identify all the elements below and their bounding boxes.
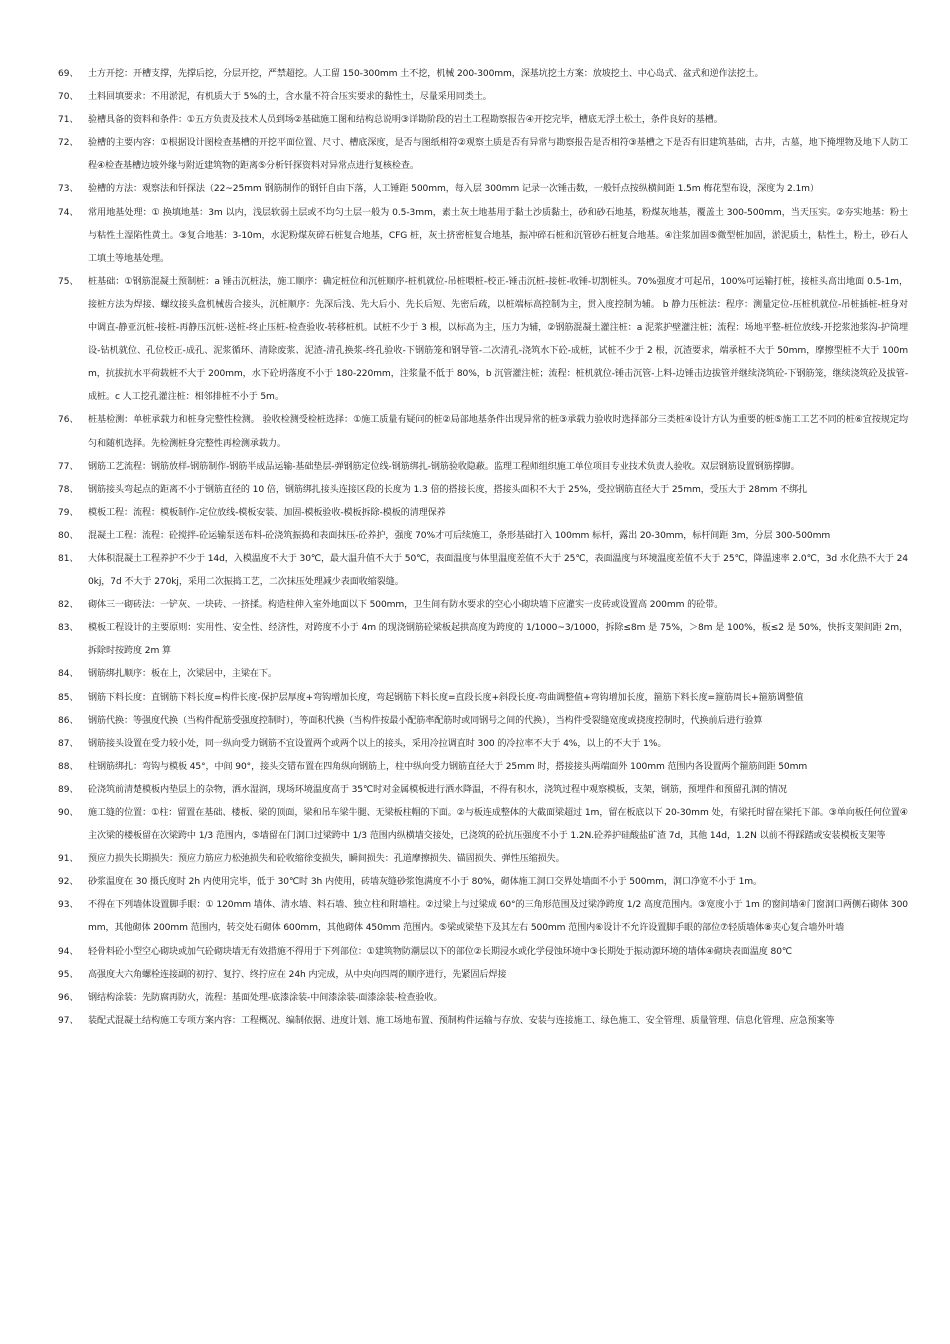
item-text: 大体积混凝土工程养护不少于 14d，入模温度不大于 30℃，最大温升值不大于 50℃，表面温度与体里温度差值不大于 25℃，表面温度与环境温度差值不大于 25℃，降温速率 2.0℃，3d 水化热不大于 240kj，7d 不大于 270kj，采用二次振捣工艺，二次抹压处理减少表面收缩裂缝。	[88, 553, 908, 588]
item-number: 89、	[58, 784, 79, 795]
item-number: 78、	[58, 484, 79, 495]
list-item	[58, 871, 908, 894]
list-item	[58, 548, 908, 594]
item-number: 72、	[58, 138, 79, 149]
list-item	[58, 409, 908, 455]
item-text: 钢筋绑扎顺序：板在上，次梁居中，主梁在下。	[88, 669, 277, 680]
item-text: 砌体三一砌砖法：一铲灰、一块砖、一挤揉。构造柱伸入室外地面以下 500mm，卫生间有防水要求的空心小砌块墙下应灌实一皮砖或设置高 200mm 的砼带。	[88, 600, 724, 611]
item-text: 土方开挖：开槽支撑，先撑后挖，分层开挖，严禁超挖。人工留 150-300mm 土不挖，机械 200-300mm，深基坑挖土方案：放坡挖土、中心岛式、盆式和逆作法挖土。	[88, 69, 764, 79]
list-item	[58, 63, 908, 86]
item-number: 94、	[58, 946, 79, 957]
list-item	[58, 687, 908, 710]
item-text: 施工缝的位置：①柱：留置在基础、楼板、梁的顶面，梁和吊车梁牛腿、无梁板柱帽的下面。②与板连成整体的大截面梁超过 1m，留在板底以下 20-30mm 处，有梁托时留在梁托下部。③单向板任何位置④主次梁的楼板留在次梁跨中 1/3 范围内，⑤墙留在门洞口过梁跨中 1/3 范围内纵横墙交接处，已浇筑的砼抗压强度不小于 1.2N.砼养护硅酸盐矿渣 7d，其他 14d，1.2N 以前不得踩踏或安装模板支架等	[88, 808, 908, 842]
list-item	[58, 1010, 908, 1033]
list-item	[58, 779, 908, 802]
item-text: 桩基础：①钢筋混凝土预制桩：a 锤击沉桩法，施工顺序：确定桩位和沉桩顺序-桩机就位-吊桩喂桩-校正-锤击沉桩-接桩-收锤-切割桩头。70%强度才可起吊，100%可运输打桩，接桩头高出地面 0.5-1m，接桩方法为焊接、螺纹接头盒机械齿合接头，沉桩顺序：先深后浅、先大后小、先长后短、先密后疏，以桩端标高控制为主，贯入度控制为辅。 b 静力压桩法：程序：测量定位-压桩机就位-吊桩插桩-桩身对中调直-静亚沉桩-接桩-再静压沉桩-送桩-终止压桩-检查验收-转移桩机。试桩不少于 3 根，以标高为主，压力为辅，②钢筋混凝土灌注桩：a 泥浆护壁灌注桩；流程：场地平整-桩位放线-开挖浆池浆沟-护筒埋设-钻机就位、孔位校正-成孔、泥浆循环、清除废浆、泥渣-清孔换浆-终孔验收-下钢筋笼和钢导管-二次清孔-浇筑水下砼-成桩，试桩不少于 2 根，沉渣要求，端承桩不大于 50mm，摩擦型桩不大于 100mm，抗拔抗水平荷载桩不大于 200mm，水下砼坍落度不小于 180-220mm，注浆量不低于 80%，b 沉管灌注桩；流程：桩机就位-锤击沉管-上料-边锤击边拔管并继续浇筑砼-下钢筋笼，继续浇筑砼及拔管-成桩。c 人工挖孔灌注桩：相邻排桩不小于 5m。	[88, 276, 908, 403]
item-number: 77、	[58, 461, 79, 472]
list-item	[58, 456, 908, 479]
item-number: 93、	[58, 900, 79, 911]
item-number: 95、	[58, 969, 79, 980]
item-text: 钢筋下料长度：直钢筋下料长度=构件长度-保护层厚度+弯钩增加长度，弯起钢筋下料长度=直段长度+斜段长度-弯曲调整值+弯钩增加长度，箍筋下料长度=箍筋周长+箍筋调整值	[88, 692, 804, 703]
item-number: 92、	[58, 877, 79, 888]
list-item	[58, 271, 908, 410]
list-item	[58, 202, 908, 271]
item-number: 69、	[58, 69, 79, 79]
item-text: 钢筋工艺流程：钢筋放样-钢筋制作-钢筋半成品运输-基础垫层-弹钢筋定位线-钢筋绑扎-钢筋验收隐蔽。监理工程师组织施工单位项目专业技术负责人验收。双层钢筋设置钢筋撑脚。	[88, 461, 800, 472]
list-item	[58, 663, 908, 686]
item-text: 验槽具备的资料和条件：①五方负责及技术人员到场②基础施工图和结构总说明③详勘阶段的岩土工程勘察报告④开挖完毕，槽底无浮土松土，条件良好的基槽。	[88, 115, 723, 126]
list-item	[58, 894, 908, 940]
list-item	[58, 802, 908, 848]
item-number: 96、	[58, 992, 79, 1003]
item-number: 85、	[58, 692, 79, 703]
item-text: 钢筋接头弯起点的距离不小于钢筋直径的 10 倍，钢筋绑扎接头连接区段的长度为 1.3 倍的搭接长度，搭接头面积不大于 25%，受拉钢筋直径大于 25mm，受压大于 28mm 不绑扎	[88, 484, 808, 495]
list-item	[58, 479, 908, 502]
item-text: 常用地基处理：① 换填地基：3m 以内，浅层软弱土层或不均匀土层一般为 0.5-3mm，素土灰土地基用于黏土沙质黏土，砂和砂石地基，粉煤灰地基，覆盖土 300-500mm，当天压实。②夯实地基：粉土与粘性土湿陷性黄土。③复合地基：3-10m，水泥粉煤灰碎石桩复合地基，CFG 桩，灰土挤密桩复合地基，振冲碎石桩和沉管砂石桩复合地基。④注浆加固⑤微型桩加固，淤泥质土，粘性土，粉土，砂石人工填土等地基处理。	[88, 207, 908, 264]
item-number: 79、	[58, 507, 79, 518]
item-text: 验槽的方法：观察法和钎探法（22~25mm 钢筋制作的钢钎自由下落，人工锤距 500mm，每入层 300mm 记录一次锤击数，一般钎点按纵横间距 1.5m 梅花型布设，深度为 2.1m）	[88, 184, 819, 195]
item-text: 预应力损失长期损失：预应力筋应力松弛损失和砼收缩徐变损失，瞬间损失：孔道摩擦损失、锚固损失、弹性压缩损失。	[88, 854, 565, 865]
list-item	[58, 525, 908, 548]
item-text: 砂浆温度在 30 摄氏度时 2h 内使用完毕，低于 30℃时 3h 内使用，砖墙灰缝砂浆饱满度不小于 80%，砌体施工洞口交界处墙面不小于 500mm，洞口净宽不小于 1m。	[88, 877, 763, 888]
list-item	[58, 710, 908, 733]
item-text: 钢结构涂装：先防腐再防火，流程：基面处理-底漆涂装-中间漆涂装-面漆涂装-检查验收。	[88, 992, 443, 1003]
item-number: 71、	[58, 115, 79, 126]
item-number: 84、	[58, 669, 79, 680]
item-number: 91、	[58, 854, 79, 865]
item-number: 86、	[58, 715, 79, 726]
item-text: 钢筋接头设置在受力较小处，同一纵向受力钢筋不宜设置两个或两个以上的接头，采用冷拉调直时 300 的冷拉率不大于 4%，以上的不大于 1%。	[88, 738, 667, 749]
item-text: 模板工程：流程：模板制作-定位放线-模板安装、加固-模板验收-模板拆除-模板的清理保养	[88, 507, 446, 518]
list-item	[58, 964, 908, 987]
item-text: 混凝土工程：流程：砼搅拌-砼运输泵送布料-砼浇筑振捣和表面抹压-砼养护，强度 70%才可后续施工，条形基础打入 100mm 标杆，露出 20-30mm，标杆间距 3m，分层 300-500mm	[88, 530, 831, 541]
list-item	[58, 848, 908, 871]
list-item	[58, 178, 908, 201]
item-text: 不得在下列墙体设置脚手眼：① 120mm 墙体、清水墙、料石墙、独立柱和附墙柱。②过梁上与过梁成 60°的三角形范围及过梁净跨度 1/2 高度范围内。③宽度小于 1m 的窗间墙④门窗洞口两侧石砌体 300mm，其他砌体 200mm 范围内，转交处石砌体 600mm，其他砌体 450mm 范围内。⑤梁或梁垫下及其左右 500mm 范围内⑥设计不允许设置脚手眼的部位⑦轻质墙体⑧夹心复合墙外叶墙	[88, 900, 908, 934]
item-number: 90、	[58, 808, 79, 818]
list-item	[58, 987, 908, 1010]
list-item	[58, 109, 908, 132]
item-text: 钢筋代换：等强度代换（当构件配筋受强度控制时），等面积代换（当构件按最小配筋率配筋时或同钢号之间的代换），当构件受裂缝宽度或挠度控制时，代换前后进行验算	[88, 715, 763, 726]
item-number: 82、	[58, 600, 79, 611]
item-text: 轻骨料砼小型空心砌块或加气砼砌块墙无有效措施不得用于下列部位：①建筑物防潮层以下的部位②长期浸水或化学侵蚀环境中③长期处于振动源环境的墙体④砌块表面温度 80℃	[88, 946, 793, 957]
item-number: 87、	[58, 738, 79, 749]
item-number: 74、	[58, 207, 79, 218]
list-item	[58, 733, 908, 756]
list-item	[58, 617, 908, 663]
item-number: 73、	[58, 184, 79, 195]
item-text: 柱钢筋绑扎：弯钩与模板 45°，中间 90°，接头交错布置在四角纵向钢筋上，柱中纵向受力钢筋直径大于 25mm 时，搭接接头两端面外 100mm 范围内各设置两个箍筋间距 50mm	[88, 761, 808, 772]
item-text: 装配式混凝土结构施工专项方案内容：工程概况、编制依据、进度计划、施工场地布置、预制构件运输与存放、安装与连接施工、绿色施工、安全管理、质量管理、信息化管理、应急预案等	[88, 1015, 835, 1026]
item-number: 83、	[58, 623, 79, 634]
item-number: 97、	[58, 1015, 79, 1026]
item-text: 桩基检测：单桩承载力和桩身完整性检测。 验收检测受检桩选择：①施工质量有疑问的桩②局部地基条件出现异常的桩③承载力验收时选择部分三类桩④设计方认为重要的桩⑤施工工艺不同的桩⑥宜按规定均匀和随机选择。先检测桩身完整性再检测承载力。	[88, 415, 908, 449]
item-number: 80、	[58, 530, 79, 541]
numbered-list	[58, 63, 908, 1033]
item-number: 88、	[58, 761, 79, 772]
list-item	[58, 86, 908, 109]
item-text: 砼浇筑前清楚模板内垫层上的杂物，洒水湿润，现场环境温度高于 35℃时对金属模板进行洒水降温，不得有积水，浇筑过程中观察模板，支架，钢筋，预埋件和预留孔洞的情况	[88, 784, 787, 795]
list-item	[58, 502, 908, 525]
item-text: 土料回填要求：不用淤泥，有机质大于 5%的土，含水量不符合压实要求的黏性土，尽量采用同类土。	[88, 92, 492, 103]
list-item	[58, 756, 908, 779]
list-item	[58, 594, 908, 617]
list-item	[58, 941, 908, 964]
item-text: 验槽的主要内容：①根据设计图检查基槽的开挖平面位置、尺寸、槽底深度，是否与图纸相符②观察土质是否有异常与勘察报告是否相符③基槽之下是否有旧建筑基础，古井，古墓，地下掩埋物及地下人防工程④检查基槽边坡外缘与附近建筑物的距离⑤分析钎探资料对异常点进行复核检查。	[88, 138, 908, 172]
item-text: 模板工程设计的主要原则：实用性、安全性、经济性，对跨度不小于 4m 的现浇钢筋砼梁板起拱高度为跨度的 1/1000~3/1000，拆除≤8m 是 75%，＞8m 是 100%，板≤2 是 50%，快拆支架间距 2m，拆除时按跨度 2m 算	[88, 623, 908, 657]
list-item	[58, 132, 908, 178]
item-number: 70、	[58, 92, 79, 103]
item-number: 76、	[58, 415, 79, 426]
item-number: 75、	[58, 276, 79, 287]
item-number: 81、	[58, 553, 79, 564]
item-text: 高强度大六角螺栓连接副的初拧、复拧、终拧应在 24h 内完成，从中央向四周的顺序进行，先紧固后焊接	[88, 969, 507, 980]
